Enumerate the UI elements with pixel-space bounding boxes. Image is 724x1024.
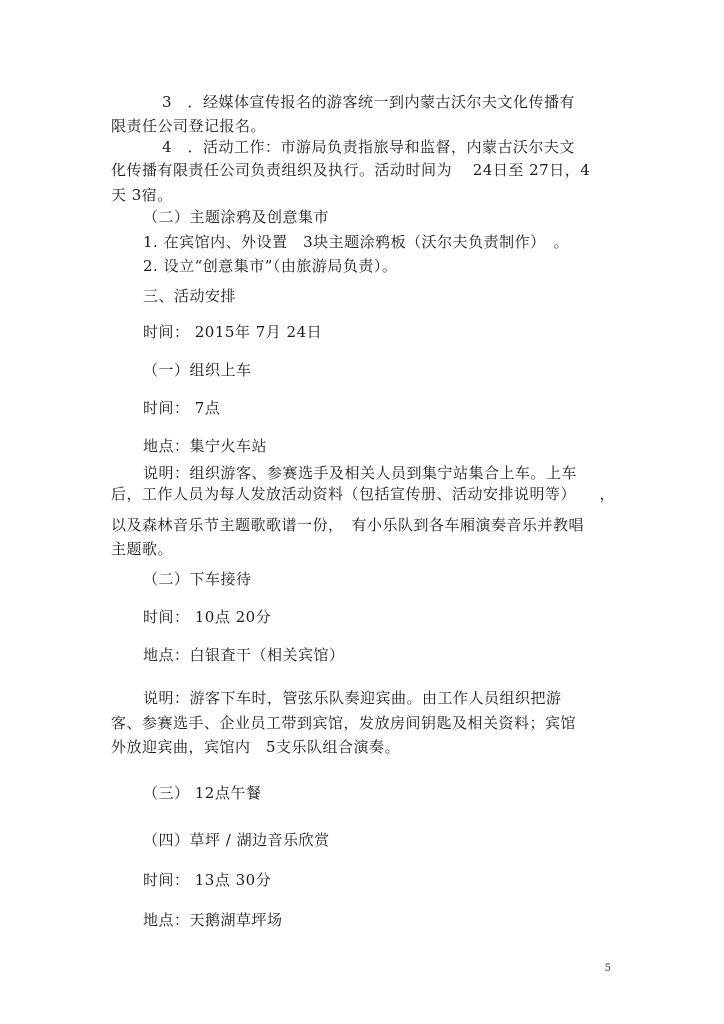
arrival-note-c: 外放迎宾曲，宾馆内 5支乐队组合演奏。 <box>111 738 401 756</box>
subheading-arrival: （二）下车接待 <box>143 570 252 588</box>
text-line-item4-c: 天 3宿。 <box>111 186 173 204</box>
boarding-location: 地点：集宁火车站 <box>143 437 268 455</box>
section-heading-theme-graffiti: （二）主题涂鸦及创意集市 <box>143 208 330 226</box>
text-line-item3-b: 限责任公司登记报名。 <box>111 117 267 135</box>
list-item-creative-market: 2. 设立“创意集市”（由旅游局负责）。 <box>143 257 398 275</box>
section-heading-schedule: 三、活动安排 <box>143 287 237 305</box>
subheading-boarding: （一）组织上车 <box>143 361 252 379</box>
page-number: 5 <box>604 963 611 974</box>
text-line-item4-a: 4 ．活动工作：市游局负责指旅导和监督，内蒙古沃尔夫文 <box>162 138 576 156</box>
arrival-time: 时间： 10点 20分 <box>143 608 272 626</box>
text-line-item3-a: 3 ．经媒体宣传报名的游客统一到内蒙古沃尔夫文化传播有 <box>162 93 576 111</box>
boarding-time: 时间： 7点 <box>143 399 221 417</box>
boarding-note-c: 以及森林音乐节主题歌歌谱一份， 有小乐队到各车厢演奏音乐并教唱 <box>111 516 585 534</box>
schedule-date: 时间： 2015年 7月 24日 <box>143 323 323 341</box>
boarding-note-a: 说明：组织游客、参赛选手及相关人员到集宁站集合上车。上车 <box>143 464 578 482</box>
arrival-location: 地点：白银査干（相关宾馆） <box>143 646 345 664</box>
boarding-note-d: 主题歌。 <box>111 540 174 558</box>
subheading-lunch: （三） 12点午餐 <box>143 784 262 802</box>
text-line-item4-b: 化传播有限责任公司负责组织及执行。活动时间为 24日至 27日，4 <box>111 161 591 179</box>
subheading-lawn-music: （四）草坪 / 湖边音乐欣赏 <box>143 831 330 849</box>
boarding-note-b: 后，工作人员为每人发放活动资料（包括宣传册、活动安排说明等） ， <box>111 485 616 503</box>
lawn-music-location: 地点：天鹅湖草坪场 <box>143 911 283 929</box>
arrival-note-a: 说明：游客下车时，管弦乐队奏迎宾曲。由工作人员组织把游 <box>143 689 562 707</box>
lawn-music-time: 时间： 13点 30分 <box>143 871 272 889</box>
list-item-graffiti-boards: 1. 在宾馆内、外设置 3块主题涂鸦板（沃尔夫负责制作） 。 <box>143 233 570 251</box>
arrival-note-b: 客、参赛选手、企业员工带到宾馆，发放房间钥匙及相关资料；宾馆 <box>111 714 577 732</box>
